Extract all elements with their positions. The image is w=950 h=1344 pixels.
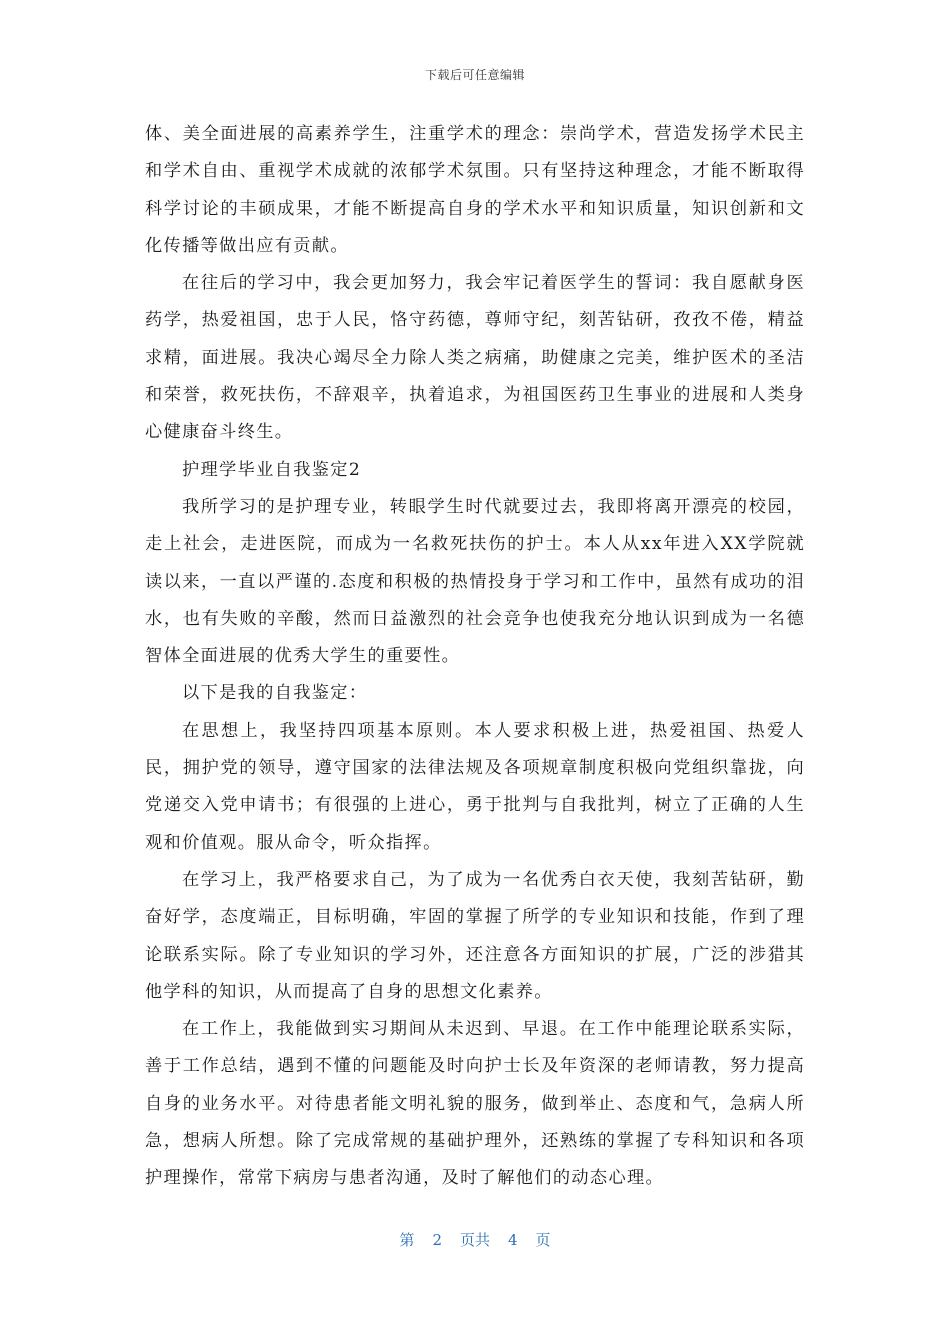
document-body — [145, 116, 805, 1198]
paragraph-7: 在工作上，我能做到实习期间从未迟到、早退。在工作中能理论联系实际，善于工作总结，遇到不懂的问题能及时向护士长及年资深的老师请教，努力提高自身的业务水平。对待患者能文明礼貌的服务，做到举止、态度和气，急病人所急，想病人所想。除了完成常规的基础护理外，还熟练的掌握了专科知识和各项护理操作，常常下病房与患者沟通，及时了解他们的动态心理。 — [145, 1019, 805, 1189]
page-footer — [0, 1229, 950, 1250]
page-suffix: 页 — [535, 1231, 551, 1249]
section-heading: 护理学毕业自我鉴定2 — [182, 459, 362, 480]
page-total: 4 — [508, 1231, 518, 1249]
paragraph-3: 我所学习的是护理专业，转眼学生时代就要过去，我即将离开漂亮的校园，走上社会，走进医院，而成为一名救死扶伤的护士。本人从xx年进入XX学院就读以来，一直以严谨的.态度和积极的热情投身于学习和工作中，虽然有成功的泪水，也有失败的辛酸，然而日益激烈的社会竞争也使我充分地认识到成为一名德智体全面进展的优秀大学生的重要性。 — [145, 496, 805, 667]
paragraph-5: 在思想上，我坚持四项基本原则。本人要求积极上进，热爱祖国、热爱人民，拥护党的领导，遵守国家的法律法规及各项规章制度积极向党组织靠拢，向党递交入党申请书；有很强的上进心，勇于批判与自我批判，树立了正确的人生观和价值观。服从命令，听众指挥。 — [145, 720, 805, 853]
paragraph-6: 在学习上，我严格要求自己，为了成为一名优秀白衣天使，我刻苦钻研，勤奋好学，态度端正，目标明确，牢固的掌握了所学的专业知识和技能，作到了理论联系实际。除了专业知识的学习外，还注意各方面知识的扩展，广泛的涉猎其他学科的知识，从而提高了自身的思想文化素养。 — [145, 869, 805, 1002]
paragraph-1: 体、美全面进展的高素养学生，注重学术的理念：崇尚学术，营造发扬学术民主和学术自由、重视学术成就的浓郁学术氛围。只有坚持这种理念，才能不断取得科学讨论的丰硕成果，才能不断提高自身的学术水平和知识质量，知识创新和文化传播等做出应有贡献。 — [145, 124, 805, 256]
paragraph-4: 以下是我的自我鉴定： — [182, 683, 368, 704]
page-prefix: 第 — [399, 1231, 415, 1249]
page-header: 下载后可任意编辑 — [424, 68, 525, 82]
page-number: 2 — [432, 1231, 442, 1249]
paragraph-2: 在往后的学习中，我会更加努力，我会牢记着医学生的誓词：我自愿献身医药学，热爱祖国，忠于人民，恪守药德，尊师守纪，刻苦钻研，孜孜不倦，精益求精，面进展。我决心竭尽全力除人类之病痛，助健康之完美，维护医术的圣洁和荣誉，救死扶伤，不辞艰辛，执着追求，为祖国医药卫生事业的进展和人类身心健康奋斗终生。 — [145, 273, 805, 443]
page-middle: 页共 — [459, 1231, 490, 1249]
